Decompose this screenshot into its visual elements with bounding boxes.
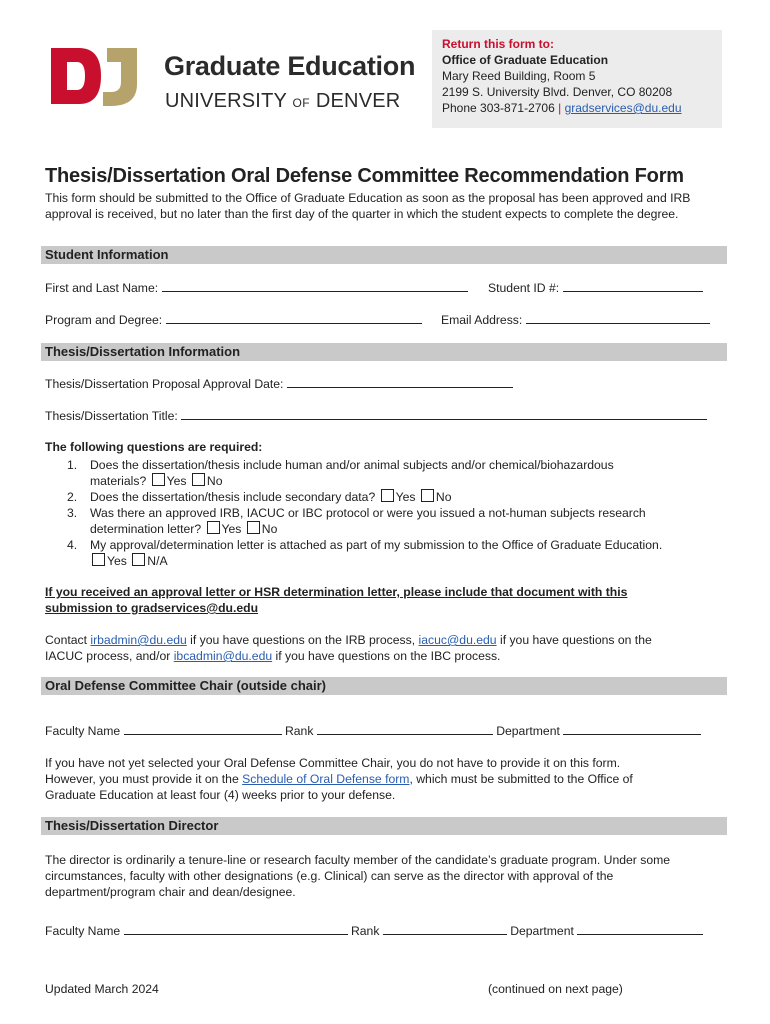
brand-subtitle: UNIVERSITY OF DENVER xyxy=(165,90,401,112)
schedule-oral-defense-link[interactable]: Schedule of Oral Defense form xyxy=(242,772,410,786)
director-rank-field[interactable] xyxy=(383,923,507,935)
office-name: Office of Graduate Education xyxy=(442,53,609,67)
section-thesis-info: Thesis/Dissertation Information xyxy=(41,343,727,361)
chair-note: If you have not yet selected your Oral Defense Committee Chair, you do not have to provide it on this form. However, you must provide it on the Schedule of Oral Defense form, which must be submitted to the Office of Graduate Education at least four (4) weeks prior to your defense. xyxy=(45,756,633,802)
du-logo xyxy=(49,44,149,108)
title-row: Thesis/Dissertation Title: xyxy=(45,408,707,423)
q3-no-checkbox[interactable] xyxy=(247,521,260,534)
q4-yes-checkbox[interactable] xyxy=(92,553,105,566)
question-item: 1. Does the dissertation/thesis include human and/or animal subjects and/or chemical/biohazardous materials? Yes No xyxy=(67,458,614,488)
address: 2199 S. University Blvd. Denver, CO 80208 xyxy=(442,85,673,99)
q3-yes-checkbox[interactable] xyxy=(207,521,220,534)
section-student-info: Student Information xyxy=(41,246,727,264)
continued-note: (continued on next page) xyxy=(488,982,623,996)
chair-fields-row: Faculty Name Rank Department xyxy=(45,723,701,738)
q4-na-checkbox[interactable] xyxy=(132,553,145,566)
section-director: Thesis/Dissertation Director xyxy=(41,817,727,835)
q1-yes-checkbox[interactable] xyxy=(152,473,165,486)
form-title: Thesis/Dissertation Oral Defense Committee Recommendation Form xyxy=(45,165,684,187)
director-faculty-field[interactable] xyxy=(124,923,348,935)
section-committee-chair: Oral Defense Committee Chair (outside chair) xyxy=(41,677,727,695)
student-id-field[interactable] xyxy=(563,280,703,292)
building: Mary Reed Building, Room 5 xyxy=(442,69,596,83)
director-note: The director is ordinarily a tenure-line or research faculty member of the candidate’s graduate program. Under some circumstances, faculty with other designations (e.g. Clinical) can serve as the director with approval of the department/program chair and dean/designee. xyxy=(45,853,671,899)
name-field-row: First and Last Name: xyxy=(45,280,468,295)
thesis-title-field[interactable] xyxy=(181,408,707,420)
return-address-box xyxy=(432,30,722,128)
chair-faculty-field[interactable] xyxy=(124,723,282,735)
hsr-note: If you received an approval letter or HSR determination letter, please include that document with this submission to gradservices@du.edu xyxy=(45,585,628,615)
question-item: 4. My approval/determination letter is attached as part of my submission to the Office of Graduate Education. Yes N/A xyxy=(67,538,663,568)
approval-date-field[interactable] xyxy=(287,376,513,388)
chair-department-field[interactable] xyxy=(563,723,701,735)
program-field[interactable] xyxy=(166,312,422,324)
student-id-row: Student ID #: xyxy=(488,280,703,295)
phone-line: Phone 303-871-2706 | gradservices@du.edu xyxy=(442,101,682,115)
q2-yes-checkbox[interactable] xyxy=(381,489,394,502)
director-fields-row: Faculty Name Rank Department xyxy=(45,923,703,938)
iacuc-email-link[interactable]: iacuc@du.edu xyxy=(418,633,497,647)
program-row: Program and Degree: xyxy=(45,312,422,327)
intro-paragraph: This form should be submitted to the Office of Graduate Education as soon as the proposal has been approved and IRB approval is received, but no later than the first day of the quarter in which the student expects to complete the degree. xyxy=(45,191,691,221)
question-item: 2. Does the dissertation/thesis include secondary data? Yes No xyxy=(67,490,452,504)
question-item: 3. Was there an approved IRB, IACUC or IBC protocol or were you issued a not-human subjects research determination letter? Yes No xyxy=(67,506,646,536)
approval-date-row: Thesis/Dissertation Proposal Approval Date: xyxy=(45,376,513,391)
director-department-field[interactable] xyxy=(577,923,703,935)
email-row: Email Address: xyxy=(441,312,710,327)
questions-list xyxy=(45,457,725,569)
chair-rank-field[interactable] xyxy=(317,723,493,735)
questions-heading: The following questions are required: xyxy=(45,440,263,454)
return-heading: Return this form to: xyxy=(442,37,554,51)
q1-no-checkbox[interactable] xyxy=(192,473,205,486)
contact-paragraph: Contact irbadmin@du.edu if you have questions on the IRB process, iacuc@du.edu if you have questions on the IACUC process, and/or ibcadmin@du.edu if you have questions on the IBC process. xyxy=(45,633,652,663)
irb-email-link[interactable]: irbadmin@du.edu xyxy=(90,633,187,647)
gradservices-email-link[interactable]: gradservices@du.edu xyxy=(564,101,682,115)
q2-no-checkbox[interactable] xyxy=(421,489,434,502)
brand-title: Graduate Education xyxy=(164,51,416,81)
email-field[interactable] xyxy=(526,312,710,324)
name-field[interactable] xyxy=(162,280,468,292)
ibc-email-link[interactable]: ibcadmin@du.edu xyxy=(173,649,273,663)
updated-date: Updated March 2024 xyxy=(45,982,159,996)
